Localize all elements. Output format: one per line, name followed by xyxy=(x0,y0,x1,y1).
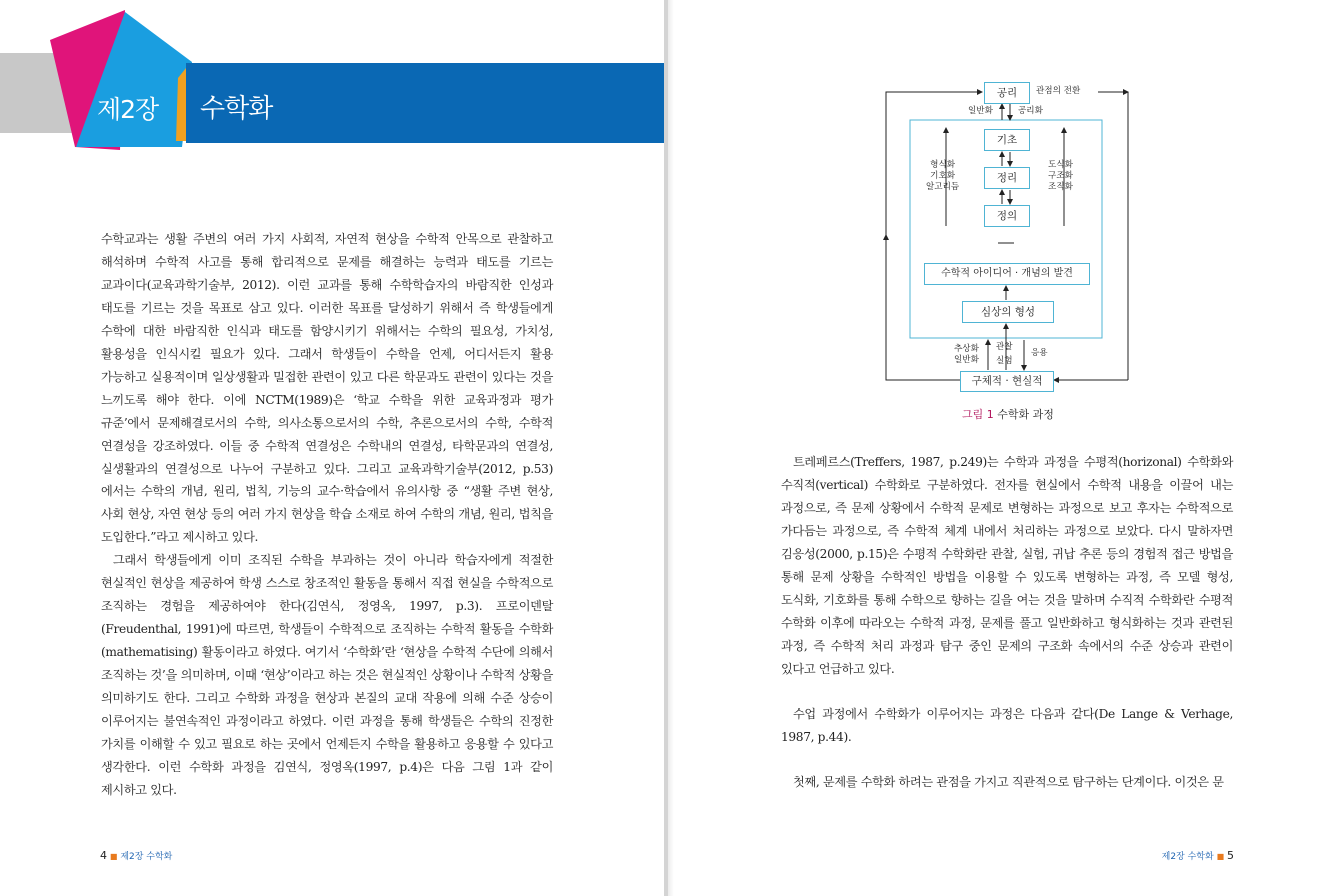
right-body-text-1 xyxy=(781,451,1233,681)
algorithm-label: 알고리듬 xyxy=(926,182,960,192)
right-footer xyxy=(1162,849,1234,862)
observe-labels xyxy=(996,342,1013,367)
apply-label: 응용 xyxy=(1031,348,1048,358)
gutter-shadow xyxy=(668,0,674,896)
idea-box: 수학적 아이디어 · 개념의 발견 xyxy=(924,263,1090,285)
definition-box: 정의 xyxy=(984,205,1030,227)
paragraph: 첫째, 문제를 수학화 하려는 관점을 가지고 직관적으로 탐구하는 단계이다. 이것은 문 xyxy=(793,775,1224,789)
image-formation-box: 심상의 형성 xyxy=(962,301,1054,323)
experiment-label: 실험 xyxy=(996,356,1013,366)
figure-title: 수학화 과정 xyxy=(997,408,1054,421)
paragraph: 수업 과정에서 수학화가 이루어지는 과정은 다음과 같다(De Lange & Verhage, 1987, p.44). xyxy=(781,707,1233,744)
axiom-box: 공리 xyxy=(984,82,1030,104)
generalize-label: 일반화 xyxy=(968,106,993,116)
left-footer xyxy=(100,849,172,862)
figure-caption xyxy=(962,406,1054,422)
symbolize-label: 기호화 xyxy=(930,171,956,181)
organize-label: 조직화 xyxy=(1048,182,1073,192)
right-body-text-2 xyxy=(781,703,1233,749)
paragraph: 그래서 학생들에게 이미 조직된 수학을 부과하는 것이 아니라 학습자에게 적절한 현실적인 현상을 제공하여 학생 스스로 창조적인 활동을 통해서 직접 현실을 수학적으로 조직하는 경험을 제공하여야 한다(김연식, 정영옥, 1997, p.3). 프로이덴탈(Freudenthal, 1991)에 따르면, 학생들이 수학적으로 조직하는 수학적 활동을 수학화(mathematising) 활동이라고 하였다. 여기서 ‘수학화’란 ‘현상을 수학적 수단에 의해서 조직하는 것’을 의미하며, 이때 ‘현상’이라고 하는 것은 현실적인 상황이나 수학적 상황을 의미하기도 한다. 그리고 수학화 과정을 현상과 본질의 교대 작용에 의해 수준 상승이 이루어지는 불연속적인 과정이라고 하였다. 이런 과정을 통해 학생들은 수학의 진정한 가치를 이해할 수 있고 필요로 하는 곳에서 언제든지 수학을 활용하고 응용할 수 있다고 생각한다. 이런 수학화 과정을 김연식, 정영옥(1997, p.4)은 다음 그림 1과 같이 제시하고 있다. xyxy=(101,553,553,797)
axiomatize-label: 공리화 xyxy=(1018,106,1043,116)
basics-box: 기초 xyxy=(984,129,1030,151)
theorem-box: 정리 xyxy=(984,167,1030,189)
footer-chapter: 제2장 수학화 xyxy=(120,852,173,862)
concrete-box: 구체적 · 현실적 xyxy=(960,371,1054,392)
paragraph: 수학교과는 생활 주변의 여러 가지 사회적, 자연적 현상을 수학적 안목으로 관찰하고 해석하며 수학적 사고를 통해 합리적으로 문제를 해결하는 능력과 태도를 기르는 교과이다(교육과학기술부, 2012). 이런 교과를 통해 수학학습자의 바람직한 인성과 태도를 기르는 것을 목표로 삼고 있다. 이러한 목표를 달성하기 위해서 즉 학생들에게 수학에 대한 바람직한 인식과 태도를 함양시키기 위해서는 수학의 필요성, 가치성, 활용성을 인식시킬 필요가 있다. 그래서 학생들이 수학을 언제, 어디서든지 활용 가능하고 실용적이며 일상생활과 밀접한 관련이 있고 다른 학문과도 관련이 있다는 것을 느끼도록 해야 한다. 이에 NCTM(1989)은 ‘학교 수학을 위한 교육과정과 평가 규준’에서 문제해결로서의 수학, 의사소통으로서의 수학, 추론으로서의 수학, 수학적 연결성을 강조하였다. 이들 중 수학적 연결성은 수학내의 연결성, 타학문과의 연결성, 실생활과의 연결성으로 나누어 구분하고 있다. 그리고 교육과학기술부(2012, p.53)에서는 수학의 개념, 원리, 법칙, 기능의 교수·학습에서 유의사항 중 “생활 주변 현상, 사회 현상, 자연 현상 등의 여러 가지 현상을 학습 소재로 하여 수학의 개념, 원리, 법칙을 도입한다.”라고 제시하고 있다. xyxy=(101,232,553,545)
schematize-labels xyxy=(1048,160,1073,193)
left-loop-arrow xyxy=(886,92,982,380)
chapter-title: 수학화 xyxy=(200,94,273,124)
page-number: 4 xyxy=(100,849,107,862)
observe-label: 관찰 xyxy=(996,342,1013,352)
chapter-number: 제2장 xyxy=(97,95,159,124)
abstract-label: 추상화 xyxy=(954,344,979,354)
formalize-label: 형식화 xyxy=(930,160,956,170)
formalize-labels xyxy=(926,160,959,193)
abstract-labels xyxy=(954,344,979,366)
left-body-text xyxy=(101,228,553,802)
footer-dot-icon: ■ xyxy=(109,852,118,861)
footer-dot-icon: ■ xyxy=(1216,852,1225,861)
structure-label: 구조화 xyxy=(1048,171,1073,181)
page-number: 5 xyxy=(1227,849,1234,862)
footer-chapter: 제2장 수학화 xyxy=(1161,852,1214,862)
schematize-label: 도식화 xyxy=(1048,160,1073,170)
figure-number: 그림 1 xyxy=(962,408,994,421)
right-body-text-3 xyxy=(781,771,1233,794)
paragraph: 트레페르스(Treffers, 1987, p.249)는 수학과 과정을 수평적(horizonal) 수학화와 수직적(vertical) 수학화로 구분하였다. 전자를 현실에서 수학적 내용을 이끌어 내는 과정으로, 즉 문제 상황에서 수학적 문제로 변형하는 과정으로 보고 후자는 수학적으로 가다듬는 과정으로, 즉 수학적 체계 내에서 처리하는 과정으로 보았다. 다시 말하자면 김응성(2000, p.15)은 수평적 수학화란 관찰, 실험, 귀납 추론 등의 경험적 접근 방법을 통해 문제 상황을 수학적인 방법을 이용할 수 있도록 변형하는 과정, 즉 모델 형성, 도식화, 기호화를 통해 수학으로 향하는 길을 여는 것을 말하며 수직적 수학화란 수평적 수학화 이후에 따라오는 수학적 과정, 문제를 풀고 일반화하고 형식화하는 것과 관련된 과정, 즉 수학적 처리 과정과 탐구 중인 문제의 구조화 속에서의 수준 상승과 관련이 있다고 언급하고 있다. xyxy=(781,455,1233,676)
perspective-label: 관점의 전환 xyxy=(1036,86,1081,96)
generalize-label-2: 일반화 xyxy=(954,355,979,365)
